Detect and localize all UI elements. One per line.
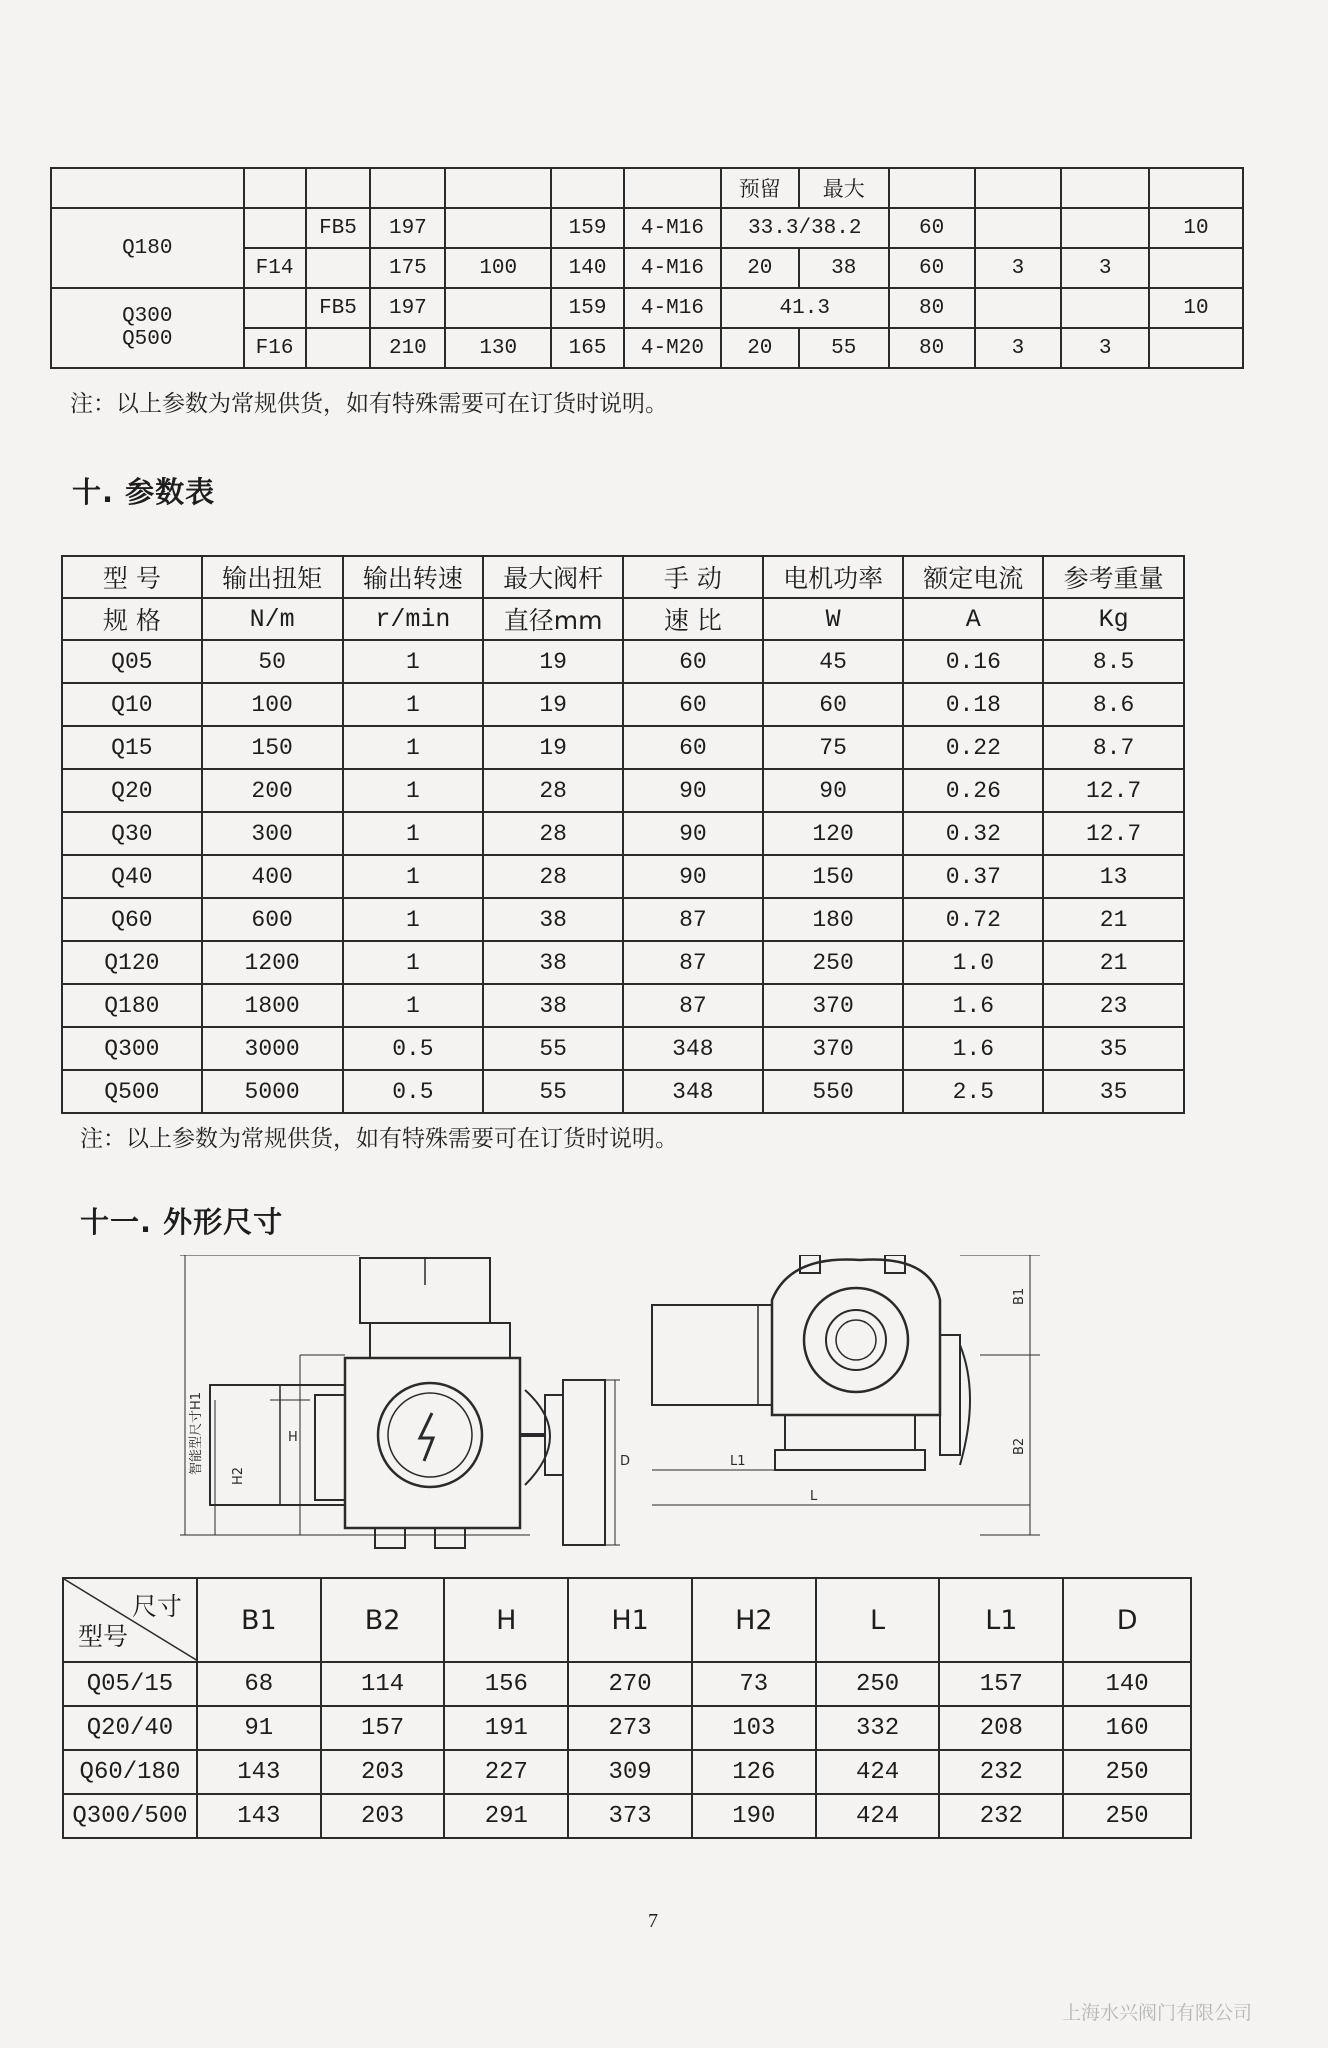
- value-cell: 90: [763, 769, 904, 812]
- label-b1: B1: [1012, 1287, 1027, 1305]
- watermark: 上海水兴阀门有限公司: [1062, 2002, 1253, 2024]
- model-cell: Q05: [62, 640, 202, 683]
- param-header-row-2: [62, 598, 1184, 640]
- value-cell: 0.18: [903, 683, 1043, 726]
- value-cell: 300: [202, 812, 343, 855]
- col-header: H2: [692, 1578, 816, 1662]
- col-header: 电机功率: [763, 556, 904, 598]
- value-cell: 160: [1063, 1706, 1191, 1750]
- value-cell: 5000: [202, 1070, 343, 1113]
- value-cell: 19: [483, 683, 623, 726]
- value-cell: 1: [343, 898, 484, 941]
- supply-note: 注：以上参数为常规供货，如有特殊需要可在订货时说明。: [70, 391, 668, 417]
- value-cell: 55: [483, 1070, 623, 1113]
- corner-bottom-label: 型号: [78, 1622, 129, 1651]
- value-cell: 90: [623, 855, 763, 898]
- model-cell: Q20: [62, 769, 202, 812]
- label-h: H: [288, 1430, 298, 1445]
- value-cell: 1: [343, 769, 484, 812]
- value-cell: 250: [816, 1662, 940, 1706]
- table-row: [62, 640, 1184, 683]
- value-cell: 19: [483, 726, 623, 769]
- side-view-drawing: [180, 1255, 620, 1548]
- value-cell: 90: [623, 812, 763, 855]
- table-row: Q180 FB5 197 159 4-M16 33.3/38.2 60 10: [51, 208, 1243, 248]
- section-title-params: 十. 参数表: [72, 475, 216, 509]
- col-unit: A: [903, 598, 1043, 640]
- col-header: 参考重量: [1043, 556, 1184, 598]
- value-cell: 0.22: [903, 726, 1043, 769]
- front-view-drawing: [652, 1255, 1040, 1535]
- model-cell: Q10: [62, 683, 202, 726]
- value-cell: 1: [343, 855, 484, 898]
- param-header-row-1: [62, 556, 1184, 598]
- value-cell: 87: [623, 941, 763, 984]
- value-cell: 250: [763, 941, 904, 984]
- value-cell: 126: [692, 1750, 816, 1794]
- value-cell: 250: [1063, 1750, 1191, 1794]
- value-cell: 38: [483, 984, 623, 1027]
- value-cell: 8.6: [1043, 683, 1184, 726]
- value-cell: 250: [1063, 1794, 1191, 1838]
- col-header: 手 动: [623, 556, 763, 598]
- value-cell: 1: [343, 984, 484, 1027]
- value-cell: 140: [1063, 1662, 1191, 1706]
- col-header: 型 号: [62, 556, 202, 598]
- value-cell: 1800: [202, 984, 343, 1027]
- table-row: Q300 Q500 FB5 197 159 4-M16 41.3 80 10: [51, 288, 1243, 328]
- value-cell: 0.5: [343, 1027, 484, 1070]
- value-cell: 38: [483, 941, 623, 984]
- label-d: D: [620, 1454, 631, 1469]
- model-cell: Q60: [62, 898, 202, 941]
- value-cell: 370: [763, 1027, 904, 1070]
- value-cell: 150: [763, 855, 904, 898]
- table-row: [62, 941, 1184, 984]
- table-row: [62, 769, 1184, 812]
- label-l1: L1: [730, 1454, 746, 1469]
- value-cell: 60: [623, 640, 763, 683]
- col-header: B1: [197, 1578, 321, 1662]
- value-cell: 600: [202, 898, 343, 941]
- value-cell: 143: [197, 1750, 321, 1794]
- value-cell: 8.7: [1043, 726, 1184, 769]
- value-cell: 157: [321, 1706, 445, 1750]
- value-cell: 200: [202, 769, 343, 812]
- table-row: [63, 1706, 1191, 1750]
- col-unit: 直径mm: [483, 598, 623, 640]
- max-header: 最大: [799, 168, 889, 208]
- value-cell: 348: [623, 1027, 763, 1070]
- table-row: [62, 898, 1184, 941]
- value-cell: 208: [939, 1706, 1063, 1750]
- col-unit: 速 比: [623, 598, 763, 640]
- value-cell: 60: [763, 683, 904, 726]
- value-cell: 157: [939, 1662, 1063, 1706]
- value-cell: 191: [444, 1706, 568, 1750]
- col-header: B2: [321, 1578, 445, 1662]
- table-row: [62, 683, 1184, 726]
- col-header: H: [444, 1578, 568, 1662]
- value-cell: 75: [763, 726, 904, 769]
- col-header: L1: [939, 1578, 1063, 1662]
- value-cell: 2.5: [903, 1070, 1043, 1113]
- value-cell: 232: [939, 1794, 1063, 1838]
- value-cell: 1.0: [903, 941, 1043, 984]
- value-cell: 1: [343, 683, 484, 726]
- model-cell: Q05/15: [63, 1662, 197, 1706]
- value-cell: 1: [343, 941, 484, 984]
- corner-top-label: 尺寸: [131, 1592, 182, 1621]
- model-cell: Q120: [62, 941, 202, 984]
- value-cell: 12.7: [1043, 812, 1184, 855]
- param-body: [62, 640, 1184, 1113]
- label-h2: H2: [231, 1466, 246, 1485]
- value-cell: 0.72: [903, 898, 1043, 941]
- model-cell: Q180: [51, 208, 244, 288]
- value-cell: 91: [197, 1706, 321, 1750]
- value-cell: 28: [483, 812, 623, 855]
- col-header: 输出转速: [343, 556, 484, 598]
- supply-note: 注：以上参数为常规供货，如有特殊需要可在订货时说明。: [80, 1126, 678, 1152]
- dimension-drawings: [180, 1255, 1060, 1565]
- label-h1: 智能型尺寸H1: [189, 1391, 204, 1475]
- value-cell: 114: [321, 1662, 445, 1706]
- dim-header-row: [63, 1578, 1191, 1662]
- model-cell: Q15: [62, 726, 202, 769]
- value-cell: 143: [197, 1794, 321, 1838]
- value-cell: 370: [763, 984, 904, 1027]
- value-cell: 21: [1043, 898, 1184, 941]
- value-cell: 1.6: [903, 1027, 1043, 1070]
- section-title-dimensions: 十一. 外形尺寸: [80, 1205, 284, 1239]
- reserve-header: 预留: [721, 168, 799, 208]
- table-row: F16 210 130 165 4-M20 20 55 80 3 3: [51, 328, 1243, 368]
- table-row: [62, 726, 1184, 769]
- model-cell: Q500: [62, 1070, 202, 1113]
- value-cell: 400: [202, 855, 343, 898]
- value-cell: 120: [763, 812, 904, 855]
- value-cell: 0.37: [903, 855, 1043, 898]
- value-cell: 50: [202, 640, 343, 683]
- value-cell: 73: [692, 1662, 816, 1706]
- col-header: 最大阀杆: [483, 556, 623, 598]
- table-row: F14 175 100 140 4-M16 20 38 60 3 3: [51, 248, 1243, 288]
- value-cell: 190: [692, 1794, 816, 1838]
- value-cell: 87: [623, 898, 763, 941]
- value-cell: 156: [444, 1662, 568, 1706]
- value-cell: 38: [483, 898, 623, 941]
- value-cell: 291: [444, 1794, 568, 1838]
- value-cell: 60: [623, 683, 763, 726]
- dim-body: [63, 1662, 1191, 1838]
- model-cell: Q300 Q500: [51, 288, 244, 368]
- value-cell: 373: [568, 1794, 692, 1838]
- value-cell: 1: [343, 640, 484, 683]
- table-row: [63, 1794, 1191, 1838]
- table-row: [62, 855, 1184, 898]
- value-cell: 87: [623, 984, 763, 1027]
- value-cell: 8.5: [1043, 640, 1184, 683]
- value-cell: 0.5: [343, 1070, 484, 1113]
- col-unit: W: [763, 598, 904, 640]
- value-cell: 424: [816, 1794, 940, 1838]
- value-cell: 13: [1043, 855, 1184, 898]
- value-cell: 55: [483, 1027, 623, 1070]
- col-header: 输出扭矩: [202, 556, 343, 598]
- value-cell: 180: [763, 898, 904, 941]
- value-cell: 90: [623, 769, 763, 812]
- value-cell: 103: [692, 1706, 816, 1750]
- table-row: [62, 1027, 1184, 1070]
- col-header: H1: [568, 1578, 692, 1662]
- value-cell: 60: [623, 726, 763, 769]
- value-cell: 203: [321, 1750, 445, 1794]
- value-cell: 0.32: [903, 812, 1043, 855]
- model-cell: Q180: [62, 984, 202, 1027]
- model-cell: Q300: [62, 1027, 202, 1070]
- table-row: [62, 984, 1184, 1027]
- value-cell: 273: [568, 1706, 692, 1750]
- col-header: D: [1063, 1578, 1191, 1662]
- value-cell: 0.26: [903, 769, 1043, 812]
- value-cell: 3000: [202, 1027, 343, 1070]
- value-cell: 348: [623, 1070, 763, 1113]
- value-cell: 19: [483, 640, 623, 683]
- corner-cell: [63, 1578, 197, 1662]
- col-header: 额定电流: [903, 556, 1043, 598]
- model-cell: Q300/500: [63, 1794, 197, 1838]
- value-cell: 28: [483, 855, 623, 898]
- dimension-table: [62, 1577, 1192, 1839]
- table-row: [62, 812, 1184, 855]
- col-header: L: [816, 1578, 940, 1662]
- table-row: [63, 1662, 1191, 1706]
- label-b2: B2: [1012, 1437, 1027, 1455]
- flange-table: [50, 167, 1244, 369]
- flange-header-row: [51, 168, 1243, 208]
- model-cell: Q40: [62, 855, 202, 898]
- model-cell: Q30: [62, 812, 202, 855]
- table-row: [62, 1070, 1184, 1113]
- col-unit: 规 格: [62, 598, 202, 640]
- value-cell: 21: [1043, 941, 1184, 984]
- value-cell: 270: [568, 1662, 692, 1706]
- value-cell: 227: [444, 1750, 568, 1794]
- page-number: 7: [648, 1910, 658, 1932]
- value-cell: 28: [483, 769, 623, 812]
- value-cell: 424: [816, 1750, 940, 1794]
- value-cell: 150: [202, 726, 343, 769]
- model-cell: Q60/180: [63, 1750, 197, 1794]
- col-unit: N/m: [202, 598, 343, 640]
- label-l: L: [810, 1489, 818, 1504]
- value-cell: 1200: [202, 941, 343, 984]
- model-cell: Q20/40: [63, 1706, 197, 1750]
- value-cell: 0.16: [903, 640, 1043, 683]
- value-cell: 35: [1043, 1070, 1184, 1113]
- value-cell: 23: [1043, 984, 1184, 1027]
- value-cell: 550: [763, 1070, 904, 1113]
- value-cell: 1: [343, 726, 484, 769]
- value-cell: 12.7: [1043, 769, 1184, 812]
- table-row: [63, 1750, 1191, 1794]
- col-unit: r/min: [343, 598, 484, 640]
- value-cell: 203: [321, 1794, 445, 1838]
- value-cell: 68: [197, 1662, 321, 1706]
- parameter-table: [61, 555, 1185, 1114]
- value-cell: 1: [343, 812, 484, 855]
- value-cell: 45: [763, 640, 904, 683]
- value-cell: 35: [1043, 1027, 1184, 1070]
- value-cell: 1.6: [903, 984, 1043, 1027]
- value-cell: 309: [568, 1750, 692, 1794]
- value-cell: 232: [939, 1750, 1063, 1794]
- value-cell: 332: [816, 1706, 940, 1750]
- value-cell: 100: [202, 683, 343, 726]
- col-unit: Kg: [1043, 598, 1184, 640]
